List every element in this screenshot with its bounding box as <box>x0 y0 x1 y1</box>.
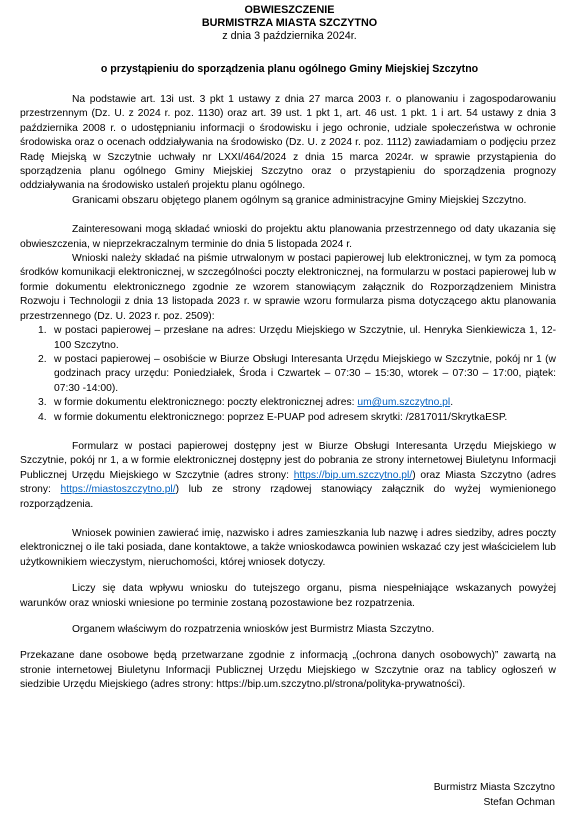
document-date: z dnia 3 października 2024r. <box>222 30 357 42</box>
document-issuer: BURMISTRZA MIASTA SZCZYTNO <box>201 17 378 29</box>
paragraph-receipt-date: Liczy się data wpływu wniosku do tutejszego organu, pisma niespełniające wskazanych powyżej warunków oraz wnioski wniesione po terminie zostaną pozostawione bez rozpatrzenia. <box>20 583 556 609</box>
signature-name: Stefan Ochman <box>483 796 555 808</box>
list-item-number: 4. <box>38 411 47 423</box>
list-item <box>38 353 556 396</box>
paragraph-application-contents: Wniosek powinien zawierać imię, nazwisko i adres zamieszkania lub nazwę i adres siedziby, adres poczty elektronicznej o ile taki posiada, dane kontaktowe, a także wnioskodawca powinien wskazać czy jest właścicielem lub użytkownikiem wieczystym, nieruchomości, której wniosek dotyczy. <box>20 527 556 568</box>
list-item-number: 1. <box>38 325 47 337</box>
list-item <box>38 396 556 410</box>
document-subject: o przystąpieniu do sporządzenia planu ogólnego Gminy Miejskiej Szczytno <box>100 63 479 75</box>
paragraph-competent-authority: Organem właściwym do rozpatrzenia wniosków jest Burmistrz Miasta Szczytno. <box>72 624 435 635</box>
list-item-text: w postaci papierowej – osobiście w Biurze Obsługi Interesanta Urzędu Miejskiego w Szczytnie, pokój nr 1 (w godzinach pracy urzędu: Poniedziałek, Środa i Czwartek – 07:30 – 15:30, wtorek – 07:30 – 17:00, piątek: 07:30 -14:00). <box>54 353 556 394</box>
list-item-text-end: . <box>450 397 454 409</box>
list-item <box>38 411 556 425</box>
list-item-number: 2. <box>38 353 47 365</box>
list-item-text: w postaci papierowej – przesłane na adres: Urzędu Miejskiego w Szczytnie, ul. Henryka Sienkiewicza 1, 12-100 Szczytno. <box>54 325 556 351</box>
paragraph-legal-basis: Na podstawie art. 13i ust. 3 pkt 1 ustawy z dnia 27 marca 2003 r. o planowaniu i zagospodarowaniu przestrzennym (Dz. U. z 2024 r. poz. 1130) oraz art. 39 ust. 1 pkt 1, art. 46 ust. 1 pkt. 1 i art. 54 ustawy z dnia 3 października 2008 r. o udostępnianiu informacji o środowisku i jego ochronie, udziale społeczeństwa w ochronie środowiska oraz o ocenach oddziaływania na środowisko (Dz. U. z 2024 r. poz. 1112) zawiadamiam o podjęciu przez Radę Miejską w Szczytnie uchwały nr LXXI/464/2024 z dnia 15 marca 2024r. w sprawie przystąpienia do sporządzenia planu ogólnego Gminy Miejskiej Szczytno oraz o przystąpieniu do sporządzenia prognozy oddziaływania na środowisko ustaleń projektu planu ogólnego. <box>20 94 556 192</box>
document-title: OBWIESZCZENIE <box>244 4 335 16</box>
email-link[interactable]: um@um.szczytno.pl <box>357 397 451 409</box>
list-item-number: 3. <box>38 397 47 409</box>
form-text-b: ) oraz Miasta Szczytno (adres strony: <box>20 469 556 496</box>
paragraph-personal-data: Przekazane dane osobowe będą przetwarzane zgodnie z informacją „(ochrona danych osobowych)” zawartą na stronie internetowej Biuletynu Informacji Publicznej Urzędu Miejskiego w Szczytnie oraz na tablicy ogłoszeń w siedzibie Urzędu Miejskiego (adres strony: https://bip.um.szczytno.pl/strona/polityka-prywatności). <box>20 650 556 691</box>
list-item <box>38 324 556 353</box>
bip-link[interactable]: https://bip.um.szczytno.pl/ <box>293 469 413 481</box>
paragraph-submission-rules: Wnioski należy składać na piśmie utrwalonym w postaci papierowej lub elektronicznej, w tym za pomocą środków komunikacji elektronicznej, w szczególności poczty elektronicznej, na formularzu w postaci papierowej lub w formie dokumentu elektronicznego zgodnie ze wzorem stanowiącym załącznik do Rozporządzeniem Ministra Rozwoju i Technologii z dnia 13 listopada 2023 r. w sprawie wzoru formularza pisma dotyczącego aktu planowania przestrzennego (Dz. U. 2023 r. poz. 2509): <box>20 253 556 322</box>
city-site-link[interactable]: https://miastoszczytno.pl/ <box>60 484 176 496</box>
list-item-text: w formie dokumentu elektronicznego: poprzez E-PUAP pod adresem skrytki: /2817011/SkrytkaESP. <box>54 411 508 423</box>
paragraph-form-availability <box>20 440 556 512</box>
signature-block <box>434 781 555 810</box>
form-text-c: ) lub ze strony rządowej stanowiący załącznik do wyżej wymienionego rozporządzenia. <box>20 484 556 510</box>
signature-role: Burmistrz Miasta Szczytno <box>433 782 555 793</box>
form-text-a: Formularz w postaci papierowej dostępny jest w Biurze Obsługi Interesanta Urzędu Miejskiego w Szczytnie, pokój nr 1, a w formie elektronicznej dostępny jest do pobrania ze strony internetowej Biuletynu Informacji Publicznej Urzędu Miejskiego w Szczytnie (adres strony: <box>20 440 556 481</box>
paragraph-boundaries: Granicami obszaru objętego planem ogólnym są granice administracyjne Gminy Miejskiej Szczytno. <box>72 194 527 206</box>
submission-methods-list <box>20 324 556 425</box>
paragraph-deadline: Zainteresowani mogą składać wnioski do projektu aktu planowania przestrzennego od daty ukazania się obwieszczenia, w nieprzekraczalnym terminie do dnia 5 listopada 2024 r. <box>20 224 556 250</box>
document-body <box>20 93 556 693</box>
list-item-text: w formie dokumentu elektronicznego: poczty elektronicznej adres: <box>54 397 358 409</box>
